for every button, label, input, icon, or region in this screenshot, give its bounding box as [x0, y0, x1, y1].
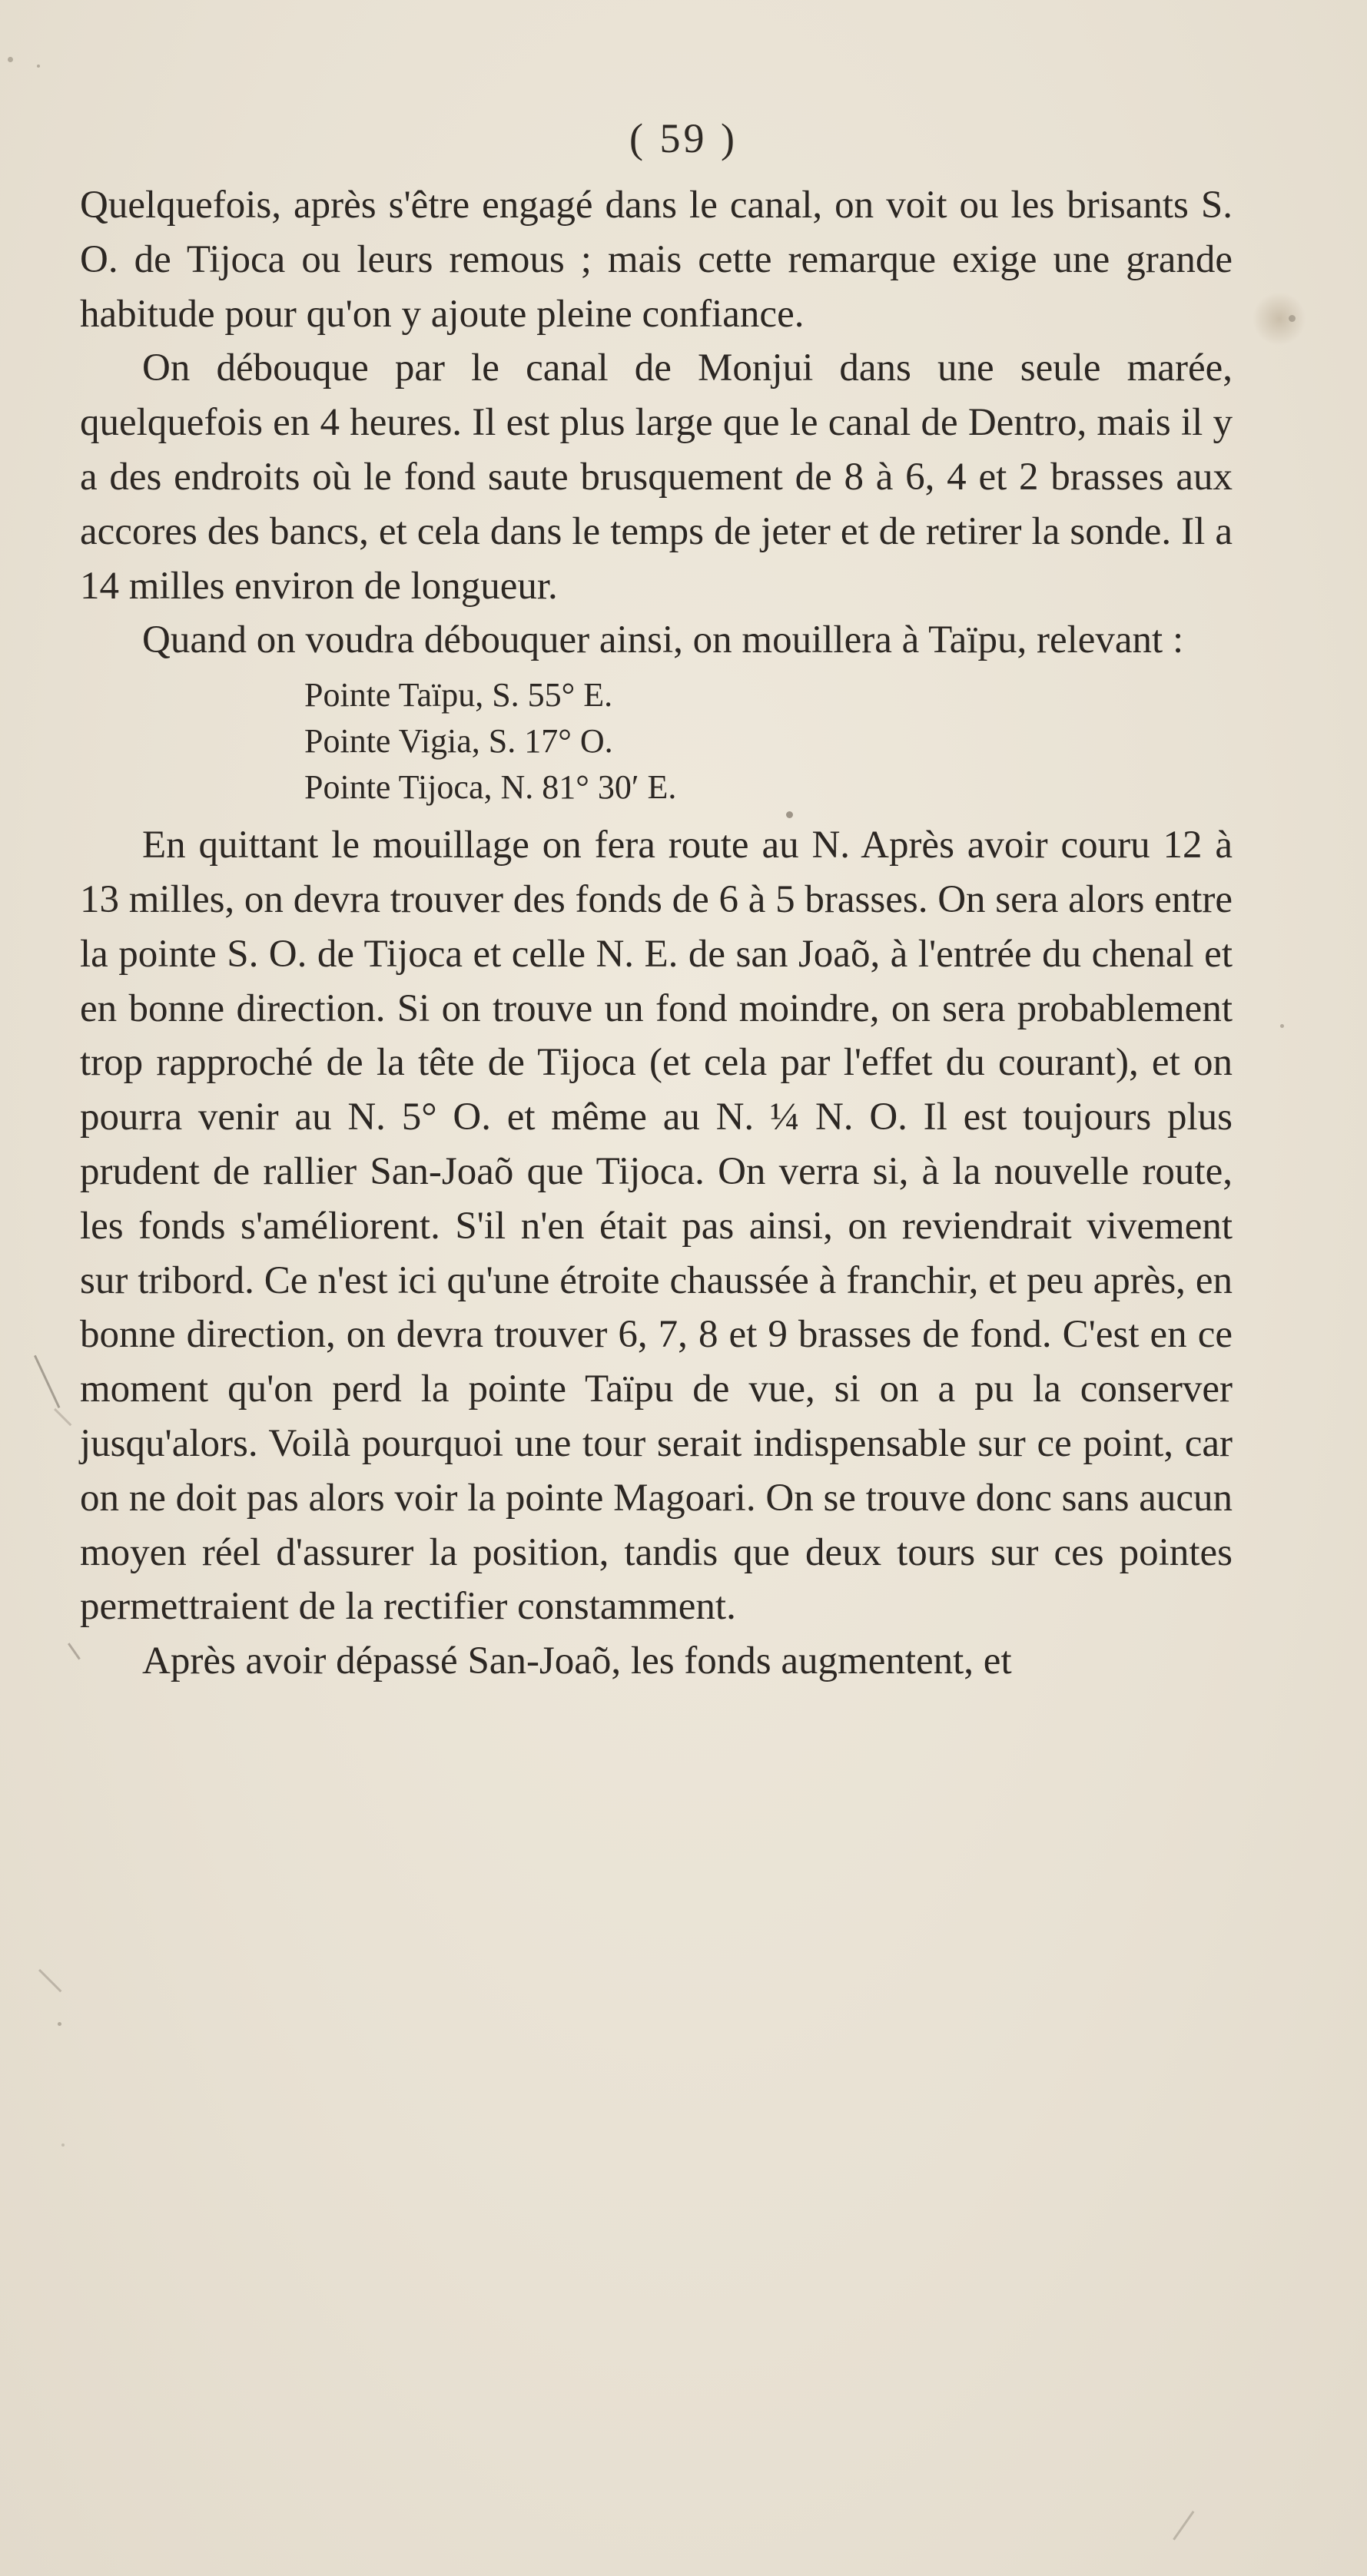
- speck-decoration: [1280, 1024, 1284, 1028]
- paragraph: Quelquefois, après s'être engagé dans le canal, on voit ou les brisants S. O. de Tijoca ou leurs remous ; mais cette remarque exige une grande habitude pour qu'on y ajoute pleine confiance.: [80, 184, 1233, 336]
- paragraph: On débouque par le canal de Monjui dans une seule marée, quelquefois en 4 heures. Il est plus large que le canal de Dentro, mais il y a des endroits où le fond saute brusquement de 8 à 6, 4 et 2 brasses aux accores des bancs, et cela dans le temps de jeter et de retirer la sonde. Il a 14 milles environ de longueur.: [80, 346, 1233, 608]
- speck-decoration: [1289, 315, 1296, 322]
- speck-decoration: [8, 57, 13, 62]
- stain-decoration: [1253, 292, 1306, 346]
- bearings-list: [80, 668, 1233, 818]
- body-text: [80, 178, 1233, 1689]
- speck-decoration: [37, 65, 40, 68]
- margin-stroke: [34, 1355, 60, 1408]
- bearing-line: Pointe Taïpu, S. 55° E.: [304, 676, 613, 714]
- margin-stroke: [54, 1408, 71, 1426]
- bearing-line: Pointe Vigia, S. 17° O.: [304, 722, 613, 761]
- page-number: ( 59 ): [629, 115, 738, 161]
- margin-stroke: [68, 1643, 81, 1659]
- bearing-line: Pointe Tijoca, N. 81° 30′ E.: [304, 768, 677, 807]
- paragraph: Quand on voudra débouquer ainsi, on mouillera à Taïpu, relevant :: [142, 618, 1184, 662]
- speck-decoration: [58, 2022, 61, 2026]
- paragraph: En quittant le mouillage on fera route au N. Après avoir couru 12 à 13 milles, on devra trouver des fonds de 6 à 5 brasses. On sera alors entre la pointe S. O. de Tijoca et celle N. E. de san Joaõ, à l'entrée du chenal et en bonne direction. Si on trouve un fond moindre, on sera probablement trop rapproché de la tête de Tijoca (et cela par l'effet du courant), et on pourra venir au N. 5° O. et même au N. ¼ N. O. Il est toujours plus prudent de rallier San-Joaõ que Tijoca. On verra si, à la nouvelle route, les fonds s'améliorent. S'il n'en était pas ainsi, on reviendrait vivement sur tribord. Ce n'est ici qu'une étroite chaussée à franchir, et peu après, en bonne direction, on devra trouver 6, 7, 8 et 9 brasses de fond. C'est en ce moment qu'on perd la pointe Taïpu de vue, si on a pu la conserver jusqu'alors. Voilà pourquoi une tour serait indispensable sur ce point, car on ne doit pas alors voir la pointe Magoari. On se trouve donc sans aucun moyen réel d'assurer la position, tandis que deux tours sur ces pointes permettraient de la rectifier constamment.: [80, 824, 1233, 1629]
- speck-decoration: [61, 2143, 65, 2147]
- paragraph: Après avoir dépassé San-Joaõ, les fonds augmentent, et: [142, 1639, 1012, 1683]
- margin-stroke: [38, 1969, 61, 1992]
- margin-stroke: [1173, 2511, 1194, 2541]
